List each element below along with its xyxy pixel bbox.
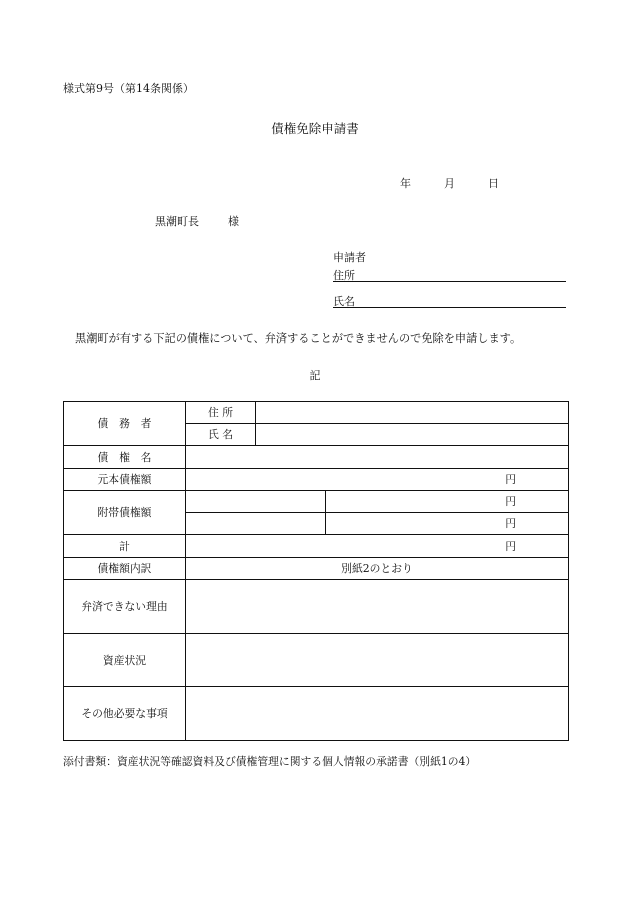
breakdown-label: 債権額内訳	[64, 558, 186, 580]
applicant-address-label: 住所	[333, 269, 355, 282]
total-amount[interactable]: 円	[186, 535, 569, 558]
claim-name-label: 債 権 名	[64, 446, 186, 469]
ki-heading: 記	[309, 369, 321, 382]
document-title: 債権免除申請書	[271, 121, 359, 136]
addressee	[155, 213, 239, 229]
application-statement: 黒潮町が有する下記の債権について、弁済することができませんので免除を申請します。	[75, 332, 522, 345]
principal-label: 元本債権額	[64, 469, 186, 491]
incidental-amount-1[interactable]: 円	[326, 491, 569, 513]
incidental-label: 附帯債権額	[64, 491, 186, 535]
reason-label: 弁済できない理由	[64, 580, 186, 634]
addressee-honorific: 様	[228, 215, 239, 228]
assets-label: 資産状況	[64, 634, 186, 687]
form-number: 様式第9号（第14条関係）	[63, 82, 194, 95]
breakdown-value: 別紙2のとおり	[186, 558, 569, 580]
date-month: 月	[444, 177, 455, 190]
applicant-address-field[interactable]	[333, 267, 566, 282]
date-year: 年	[400, 177, 411, 190]
assets-input[interactable]	[186, 634, 569, 687]
incidental-amount-2[interactable]: 円	[326, 513, 569, 535]
incidental-item-1[interactable]	[186, 491, 326, 513]
incidental-item-2[interactable]	[186, 513, 326, 535]
applicant-label: 申請者	[333, 251, 366, 264]
debtor-address-input[interactable]	[256, 402, 569, 424]
debtor-address-label: 住 所	[186, 402, 256, 424]
applicant-name-field[interactable]	[333, 293, 566, 308]
debtor-name-label: 氏 名	[186, 424, 256, 446]
other-label: その他必要な事項	[64, 687, 186, 741]
reason-input[interactable]	[186, 580, 569, 634]
debtor-name-input[interactable]	[256, 424, 569, 446]
addressee-name: 黒潮町長	[155, 215, 199, 228]
date-day: 日	[488, 177, 499, 190]
principal-amount[interactable]: 円	[186, 469, 569, 491]
applicant-name-label: 氏名	[333, 295, 355, 308]
other-input[interactable]	[186, 687, 569, 741]
claim-details-table	[63, 401, 569, 741]
date-line	[400, 175, 499, 191]
claim-name-input[interactable]	[186, 446, 569, 469]
debtor-label: 債 務 者	[64, 402, 186, 446]
total-label: 計	[64, 535, 186, 558]
attachments-note: 添付書類：資産状況等確認資料及び債権管理に関する個人情報の承諾書（別紙1の4）	[63, 755, 477, 768]
